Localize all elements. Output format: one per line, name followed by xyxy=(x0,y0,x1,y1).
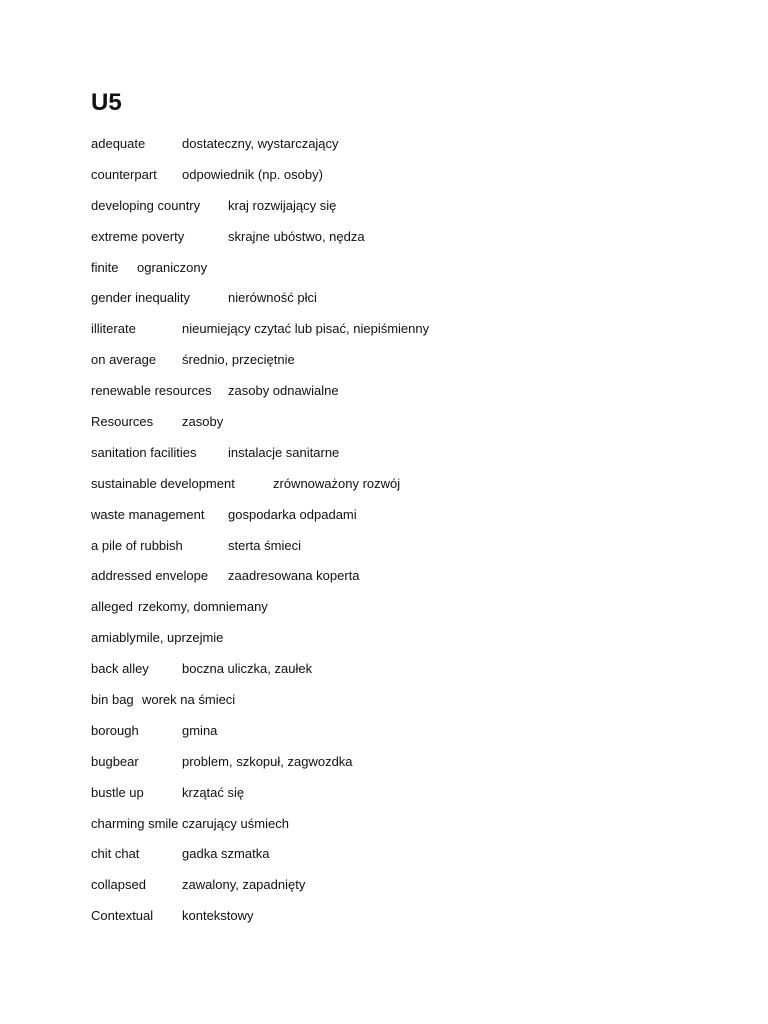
entry-term: counterpart xyxy=(91,166,157,182)
list-item xyxy=(91,380,731,411)
entry-definition: skrajne ubóstwo, nędza xyxy=(228,228,365,244)
entry-term: collapsed xyxy=(91,877,146,893)
list-item xyxy=(91,164,731,195)
entry-definition: nierówność płci xyxy=(228,290,317,306)
entry-term: bin bag xyxy=(91,692,134,708)
entry-definition: gospodarka odpadami xyxy=(228,506,357,522)
entry-term: renewable resources xyxy=(91,383,212,399)
entry-term: borough xyxy=(91,722,139,738)
entry-term: addressed envelope xyxy=(91,568,209,584)
entry-definition: gmina xyxy=(182,722,218,738)
list-item xyxy=(91,349,731,380)
entry-definition: czarujący uśmiech xyxy=(182,815,289,831)
entry-definition: zrównoważony rozwój xyxy=(273,475,401,491)
list-item xyxy=(91,504,731,535)
entry-definition: ograniczony xyxy=(137,259,208,275)
entry-term: charming smile xyxy=(91,815,179,831)
entry-term: extreme poverty xyxy=(91,228,185,244)
entry-definition: worek na śmieci xyxy=(142,692,236,708)
entry-definition: kontekstowy xyxy=(182,908,254,924)
entry-definition: kraj rozwijający się xyxy=(228,197,337,213)
list-item xyxy=(91,318,731,349)
list-item xyxy=(91,782,731,813)
entry-term: bustle up xyxy=(91,784,144,800)
entry-definition: problem, szkopuł, zagwozdka xyxy=(182,753,353,769)
entry-definition: sterta śmieci xyxy=(228,537,301,553)
list-item xyxy=(91,473,731,504)
entry-definition: rzekomy, domniemany xyxy=(138,599,268,615)
entry-definition: odpowiednik (np. osoby) xyxy=(182,166,323,182)
entry-definition: zawalony, zapadnięty xyxy=(182,877,306,893)
list-item xyxy=(91,627,731,658)
entry-term: developing country xyxy=(91,197,201,213)
entry-term: Contextual xyxy=(91,908,154,924)
entry-term: waste management xyxy=(91,506,205,522)
list-item xyxy=(91,565,731,596)
entry-definition: zaadresowana koperta xyxy=(228,568,360,584)
entry-term: bugbear xyxy=(91,753,139,769)
list-item xyxy=(91,133,731,164)
entry-definition: mile, uprzejmie xyxy=(136,630,224,646)
entry-term: back alley xyxy=(91,661,149,677)
entry-definition: zasoby odnawialne xyxy=(228,383,339,399)
list-item xyxy=(91,843,731,874)
list-item xyxy=(91,442,731,473)
list-item xyxy=(91,257,731,288)
list-item xyxy=(91,411,731,442)
page-title: U5 xyxy=(91,89,122,116)
entry-term: on average xyxy=(91,352,157,368)
entry-term: finite xyxy=(91,259,119,275)
list-item xyxy=(91,689,731,720)
entry-definition: zasoby xyxy=(182,414,224,430)
entry-term: Resources xyxy=(91,414,154,430)
list-item xyxy=(91,287,731,318)
entry-term: illiterate xyxy=(91,321,136,337)
list-item xyxy=(91,535,731,566)
entry-term: chit chat xyxy=(91,846,140,862)
entry-term: gender inequality xyxy=(91,290,191,306)
entry-term: adequate xyxy=(91,136,146,151)
list-item xyxy=(91,874,731,905)
list-item xyxy=(91,720,731,751)
entry-term: sustainable development xyxy=(91,475,235,491)
list-item xyxy=(91,596,731,627)
entry-term: sanitation facilities xyxy=(91,444,197,460)
entry-term: alleged xyxy=(91,599,133,615)
entry-definition: krzątać się xyxy=(182,784,245,800)
entry-definition: nieumiejący czytać lub pisać, niepiśmienny xyxy=(182,321,430,337)
list-item xyxy=(91,658,731,689)
entry-definition: boczna uliczka, zaułek xyxy=(182,661,313,677)
list-item xyxy=(91,905,731,936)
entry-definition: instalacje sanitarne xyxy=(228,444,340,460)
entry-definition: gadka szmatka xyxy=(182,846,270,862)
entry-term: a pile of rubbish xyxy=(91,537,183,553)
entry-definition: średnio, przeciętnie xyxy=(182,352,295,368)
list-item xyxy=(91,751,731,782)
vocabulary-list xyxy=(91,133,731,936)
list-item xyxy=(91,226,731,257)
list-item xyxy=(91,813,731,844)
list-item xyxy=(91,195,731,226)
entry-definition: dostateczny, wystarczający xyxy=(182,136,339,151)
entry-term: amiably xyxy=(91,630,136,646)
